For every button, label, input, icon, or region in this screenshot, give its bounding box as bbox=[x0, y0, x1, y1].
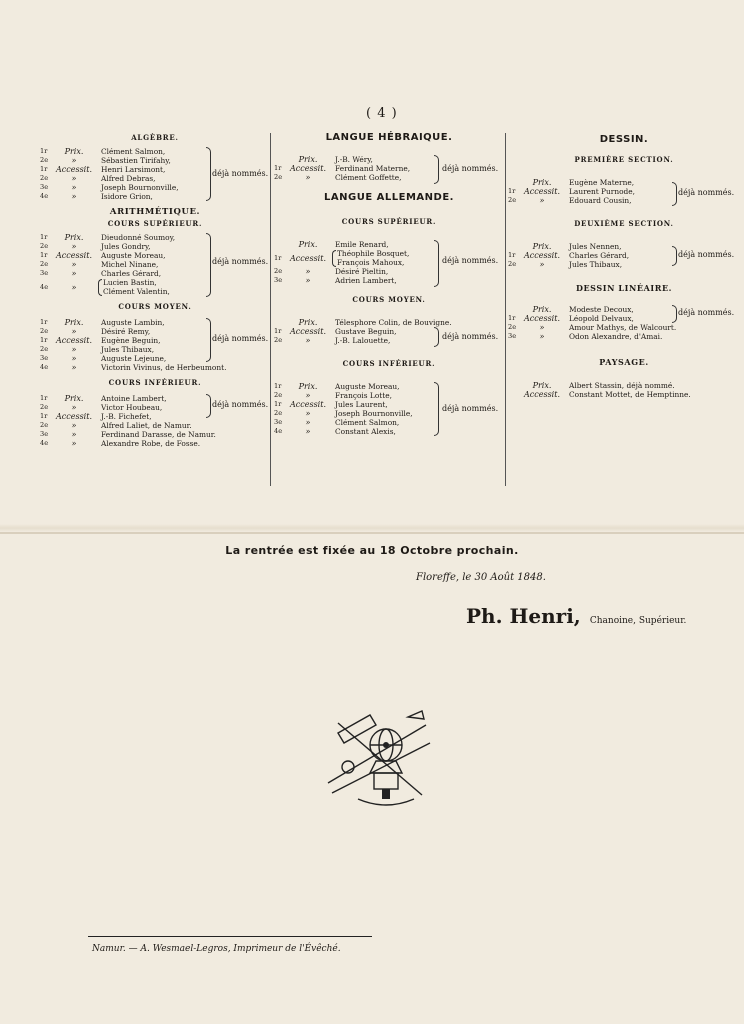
prize-label: Prix. bbox=[532, 242, 552, 251]
prize-label: » bbox=[305, 391, 311, 400]
rank: 3e bbox=[274, 418, 283, 426]
rank: 1r bbox=[40, 412, 48, 420]
prize-label: Accessit. bbox=[524, 251, 560, 260]
rank: 1r bbox=[508, 314, 516, 322]
fold-shadow bbox=[0, 524, 744, 532]
prize-label: Prix. bbox=[532, 381, 552, 390]
rank bbox=[508, 178, 518, 187]
prize-label: Prix. bbox=[532, 305, 552, 314]
all-inf-title: COURS INFÉRIEUR. bbox=[342, 359, 436, 368]
all-sup-list bbox=[274, 240, 504, 285]
allemande-title: LANGUE ALLEMANDE. bbox=[324, 192, 454, 203]
rank: 1r bbox=[40, 394, 48, 402]
prize-label: » bbox=[71, 192, 77, 201]
list-item bbox=[274, 155, 504, 164]
student-name: Emile Renard, bbox=[335, 240, 389, 249]
student-name: Auguste Moreau, bbox=[101, 251, 166, 260]
paper-fold bbox=[0, 532, 744, 534]
arith-inf-title: COURS INFÉRIEUR. bbox=[108, 378, 202, 387]
list-item bbox=[508, 381, 740, 390]
arithmetique-title: ARITHMÉTIQUE. bbox=[109, 207, 201, 217]
bracket bbox=[434, 382, 439, 436]
rank: 3e bbox=[40, 269, 49, 277]
student-name: Charles Gérard, bbox=[101, 269, 162, 278]
prize-label: » bbox=[305, 173, 311, 182]
all-moy-list bbox=[274, 318, 504, 345]
student-name: Antoine Lambert, bbox=[101, 394, 167, 403]
student-name: Jules Thibaux, bbox=[101, 345, 155, 354]
student-name: Clément Goffette, bbox=[335, 173, 402, 182]
prize-label: » bbox=[305, 267, 311, 276]
lineaire-title: DESSIN LINÉAIRE. bbox=[575, 283, 673, 293]
prize-label: » bbox=[71, 439, 77, 448]
rank: 3e bbox=[508, 332, 517, 340]
rentree-notice: La rentrée est fixée au 18 Octobre prochain. bbox=[225, 544, 519, 557]
list-item bbox=[40, 318, 270, 327]
prize-label: Accessit. bbox=[56, 412, 92, 421]
algebre-list bbox=[40, 147, 270, 201]
hebraique-list bbox=[274, 155, 504, 182]
student-name: Léopold Delvaux, bbox=[569, 314, 634, 323]
student-name: J.-B. Fichefet, bbox=[101, 412, 152, 421]
arith-sup-list bbox=[40, 233, 270, 296]
rank: 2e bbox=[274, 173, 283, 181]
list-item bbox=[40, 233, 270, 242]
prize-label: Prix. bbox=[532, 178, 552, 187]
rank: 2e bbox=[508, 196, 517, 204]
prize-label: Prix. bbox=[298, 382, 318, 391]
list-item bbox=[40, 156, 270, 165]
prize-label: » bbox=[71, 430, 77, 439]
student-name: Auguste Lejeune, bbox=[101, 354, 167, 363]
student-name: Ferdinand Materne, bbox=[335, 164, 411, 173]
rank: 4e bbox=[40, 283, 49, 291]
sec2-title: DEUXIÈME SECTION. bbox=[574, 219, 674, 228]
deja-nommes-note: déjà nommés. bbox=[442, 164, 499, 173]
deja-nommes-note: déjà nommés. bbox=[212, 400, 269, 409]
student-name: Alexandre Robe, de Fosse. bbox=[101, 439, 201, 448]
dessin-title: DESSIN. bbox=[599, 134, 649, 145]
student-name: Jules Gondry, bbox=[101, 242, 151, 251]
arith-moy-title: COURS MOYEN. bbox=[118, 302, 192, 311]
student-name: Clément Salmon, bbox=[101, 147, 166, 156]
student-name: Ferdinand Darasse, de Namur. bbox=[101, 430, 216, 439]
list-item bbox=[508, 196, 740, 205]
rank: 2e bbox=[40, 403, 49, 411]
student-name: Edouard Cousin, bbox=[569, 196, 632, 205]
prize-label: Accessit. bbox=[524, 187, 560, 196]
rank: 2e bbox=[40, 345, 49, 353]
column-rule-right bbox=[505, 133, 506, 486]
student-name: Isidore Grion, bbox=[101, 192, 153, 201]
prize-label: Accessit. bbox=[524, 314, 560, 323]
prize-label: Prix. bbox=[298, 155, 318, 164]
bracket bbox=[672, 305, 677, 323]
rank bbox=[508, 390, 518, 399]
prize-label: » bbox=[305, 427, 311, 436]
signature-role: Chanoine, Supérieur. bbox=[589, 616, 687, 626]
hebraique-title: LANGUE HÉBRAIQUE. bbox=[325, 132, 453, 143]
student-name: Jules Laurent, bbox=[335, 400, 388, 409]
footer-rule bbox=[88, 936, 372, 937]
rank bbox=[274, 318, 284, 327]
bracket bbox=[434, 240, 439, 287]
rank bbox=[508, 381, 518, 390]
prize-label: Prix. bbox=[298, 318, 318, 327]
rank bbox=[274, 155, 284, 164]
all-inf-list bbox=[274, 382, 504, 436]
deja-nommes-note: déjà nommés. bbox=[442, 332, 499, 341]
student-name: Victorin Vivinus, de Herbeumont. bbox=[101, 363, 227, 372]
rank: 1r bbox=[274, 254, 282, 262]
rank: 2e bbox=[274, 409, 283, 417]
prize-label: Prix. bbox=[64, 233, 84, 242]
pair-name: François Mahoux, bbox=[337, 258, 405, 267]
rank: 1r bbox=[40, 165, 48, 173]
prize-label: » bbox=[305, 336, 311, 345]
prize-label: Prix. bbox=[64, 147, 84, 156]
student-name: Eugène Beguin, bbox=[101, 336, 161, 345]
rank: 2e bbox=[40, 421, 49, 429]
rank: 1r bbox=[508, 251, 516, 259]
list-item bbox=[274, 276, 504, 285]
rank: 1r bbox=[274, 164, 282, 172]
bracket bbox=[434, 155, 439, 184]
student-name: Joseph Bournonville, bbox=[101, 183, 179, 192]
rank: 4e bbox=[40, 192, 49, 200]
student-name: Joseph Bournonville, bbox=[335, 409, 413, 418]
deja-nommes-note: déjà nommés. bbox=[678, 250, 735, 259]
rank: 1r bbox=[40, 318, 48, 326]
prize-label: » bbox=[71, 363, 77, 372]
bracket bbox=[672, 182, 677, 206]
student-name: Modeste Decoux, bbox=[569, 305, 634, 314]
list-item bbox=[40, 421, 270, 430]
date-line: Floreffe, le 30 Août 1848. bbox=[416, 572, 546, 583]
student-name: Charles Gérard, bbox=[569, 251, 630, 260]
prize-label: » bbox=[71, 282, 77, 292]
rank: 1r bbox=[274, 400, 282, 408]
prize-label: » bbox=[71, 183, 77, 192]
list-item bbox=[274, 418, 504, 427]
prize-label: Accessit. bbox=[290, 164, 326, 173]
prize-label: » bbox=[71, 403, 77, 412]
arith-inf-list bbox=[40, 394, 270, 448]
student-name: Victor Houbeau, bbox=[101, 403, 163, 412]
prize-label: » bbox=[71, 421, 77, 430]
list-item bbox=[508, 323, 740, 332]
student-name: Auguste Lambin, bbox=[101, 318, 165, 327]
student-name: Désiré Pieltin, bbox=[335, 267, 389, 276]
all-moy-title: COURS MOYEN. bbox=[352, 295, 426, 304]
pair-name: Clément Valentin, bbox=[103, 287, 170, 296]
rank: 2e bbox=[508, 260, 517, 268]
pair-name: Théophile Bosquet, bbox=[337, 249, 410, 258]
all-sup-title: COURS SUPÉRIEUR. bbox=[341, 217, 437, 226]
sec1-list bbox=[508, 178, 740, 205]
prize-label: » bbox=[539, 196, 545, 205]
list-item bbox=[40, 147, 270, 156]
list-item bbox=[508, 178, 740, 187]
student-name: Dieudonné Soumoy, bbox=[101, 233, 176, 242]
rank: 4e bbox=[40, 439, 49, 447]
instruments-emblem-icon bbox=[318, 703, 440, 815]
page-number: ( 4 ) bbox=[366, 106, 398, 121]
prize-label: » bbox=[539, 332, 545, 341]
prize-label: » bbox=[71, 242, 77, 251]
middle-column bbox=[274, 128, 504, 442]
prize-label: » bbox=[305, 418, 311, 427]
rank: 1r bbox=[274, 382, 282, 390]
bracket bbox=[206, 394, 211, 418]
student-name: Michel Ninane, bbox=[101, 260, 159, 269]
deja-nommes-note: déjà nommés. bbox=[212, 169, 269, 178]
list-item bbox=[40, 412, 270, 421]
prize-label: » bbox=[71, 260, 77, 269]
student-name: Constant Mottet, de Hemptinne. bbox=[569, 390, 691, 399]
prize-label: Accessit. bbox=[290, 327, 326, 336]
paysage-list bbox=[508, 381, 740, 399]
list-item bbox=[274, 267, 504, 276]
student-name: Auguste Moreau, bbox=[335, 382, 400, 391]
prize-label: » bbox=[71, 345, 77, 354]
rank: 2e bbox=[274, 391, 283, 399]
list-item bbox=[40, 269, 270, 278]
student-name: Désiré Remy, bbox=[101, 327, 151, 336]
rank: 2e bbox=[40, 156, 49, 164]
sec2-list bbox=[508, 242, 740, 269]
student-name: Gustave Beguin, bbox=[335, 327, 397, 336]
bracket bbox=[672, 246, 677, 266]
student-name: Sébastien Tirifahy, bbox=[101, 156, 171, 165]
prize-label: » bbox=[71, 156, 77, 165]
list-item bbox=[40, 345, 270, 354]
prize-label: Prix. bbox=[64, 318, 84, 327]
deja-nommes-note: déjà nommés. bbox=[212, 334, 269, 343]
right-column bbox=[508, 128, 740, 405]
list-item bbox=[40, 430, 270, 439]
student-name: Odon Alexandre, d'Amai. bbox=[569, 332, 663, 341]
arith-moy-list bbox=[40, 318, 270, 372]
prize-label: » bbox=[539, 260, 545, 269]
prize-label: Accessit. bbox=[56, 251, 92, 260]
bracket bbox=[206, 318, 211, 362]
rank bbox=[274, 240, 284, 249]
prize-label: Accessit. bbox=[290, 400, 326, 409]
list-item bbox=[274, 382, 504, 391]
bracket bbox=[206, 233, 211, 297]
rank: 4e bbox=[40, 363, 49, 371]
list-item bbox=[274, 318, 504, 327]
rank: 4e bbox=[274, 427, 283, 435]
prize-label: Accessit. bbox=[290, 253, 326, 263]
signature-name: Ph. Henri, bbox=[466, 604, 581, 628]
rank: 3e bbox=[274, 276, 283, 284]
prize-label: » bbox=[71, 354, 77, 363]
rank: 2e bbox=[40, 260, 49, 268]
pair-name: Lucien Bastin, bbox=[103, 278, 157, 287]
list-item bbox=[40, 439, 270, 448]
rank: 1r bbox=[40, 336, 48, 344]
rank: 3e bbox=[40, 183, 49, 191]
paysage-title: PAYSAGE. bbox=[599, 357, 649, 367]
left-column bbox=[40, 128, 270, 454]
prize-label: Accessit. bbox=[56, 165, 92, 174]
deja-nommes-note: déjà nommés. bbox=[678, 188, 735, 197]
prize-label: » bbox=[305, 276, 311, 285]
bracket bbox=[206, 147, 211, 201]
rank: 1r bbox=[508, 187, 516, 195]
list-item bbox=[274, 427, 504, 436]
rank bbox=[508, 242, 518, 251]
rank: 1r bbox=[274, 327, 282, 335]
rank: 1r bbox=[40, 233, 48, 241]
student-name: Jules Nennen, bbox=[569, 242, 622, 251]
lineaire-list bbox=[508, 305, 740, 341]
student-name: Alfred Laliet, de Namur. bbox=[101, 421, 192, 430]
rank bbox=[508, 305, 518, 314]
prize-label: » bbox=[305, 409, 311, 418]
rank: 2e bbox=[40, 174, 49, 182]
student-name: Alfred Debras, bbox=[101, 174, 156, 183]
student-name: J.-B. Lalouette, bbox=[335, 336, 391, 345]
rank: 1r bbox=[40, 147, 48, 155]
rank: 2e bbox=[40, 327, 49, 335]
bracket bbox=[434, 327, 439, 347]
deja-nommes-note: déjà nommés. bbox=[678, 308, 735, 317]
student-name: Amour Mathys, de Walcourt. bbox=[569, 323, 677, 332]
student-name: Constant Alexis, bbox=[335, 427, 396, 436]
rank: 2e bbox=[40, 242, 49, 250]
column-rule-left bbox=[270, 133, 271, 486]
prize-label: Prix. bbox=[64, 394, 84, 403]
list-item bbox=[40, 242, 270, 251]
prize-label: Accessit. bbox=[524, 390, 560, 399]
deja-nommes-note: déjà nommés. bbox=[212, 257, 269, 266]
rank: 2e bbox=[274, 336, 283, 344]
student-name: Adrien Lambert, bbox=[335, 276, 397, 285]
rank: 1r bbox=[40, 251, 48, 259]
prize-label: Accessit. bbox=[56, 336, 92, 345]
student-name: Télesphore Colin, de Bouvigne. bbox=[335, 318, 452, 327]
list-item bbox=[274, 173, 504, 182]
prize-label: » bbox=[539, 323, 545, 332]
signature bbox=[466, 604, 686, 628]
list-item bbox=[508, 260, 740, 269]
student-name: Albert Stassin, déjà nommé. bbox=[569, 381, 675, 390]
student-name: J.-B. Wéry, bbox=[335, 155, 373, 164]
rank: 3e bbox=[40, 354, 49, 362]
student-name: Jules Thibaux, bbox=[569, 260, 623, 269]
sec1-title: PREMIÈRE SECTION. bbox=[574, 155, 674, 164]
list-item bbox=[508, 390, 740, 399]
list-item bbox=[40, 192, 270, 201]
tied-pair bbox=[40, 278, 270, 296]
printer-footer: Namur. — A. Wesmael-Legros, Imprimeur de l'Évêché. bbox=[92, 944, 341, 954]
prize-label: Prix. bbox=[298, 240, 318, 249]
prize-label: » bbox=[71, 174, 77, 183]
list-item bbox=[274, 240, 504, 249]
deja-nommes-note: déjà nommés. bbox=[442, 256, 499, 265]
rank: 2e bbox=[274, 267, 283, 275]
algebre-title: ALGÈBRE. bbox=[131, 133, 179, 142]
rank: 2e bbox=[508, 323, 517, 331]
list-item bbox=[40, 354, 270, 363]
student-name: Eugène Materne, bbox=[569, 178, 635, 187]
student-name: François Lotte, bbox=[335, 391, 392, 400]
student-name: Henri Larsimont, bbox=[101, 165, 166, 174]
prize-label: » bbox=[71, 269, 77, 278]
student-name: Laurent Purnode, bbox=[569, 187, 635, 196]
list-item bbox=[274, 391, 504, 400]
list-item bbox=[508, 332, 740, 341]
list-item bbox=[40, 183, 270, 192]
list-item bbox=[40, 363, 270, 372]
student-name: Clément Salmon, bbox=[335, 418, 400, 427]
prize-label: » bbox=[71, 327, 77, 336]
deja-nommes-note: déjà nommés. bbox=[442, 404, 499, 413]
rank: 3e bbox=[40, 430, 49, 438]
arith-sup-title: COURS SUPÉRIEUR. bbox=[107, 219, 203, 228]
